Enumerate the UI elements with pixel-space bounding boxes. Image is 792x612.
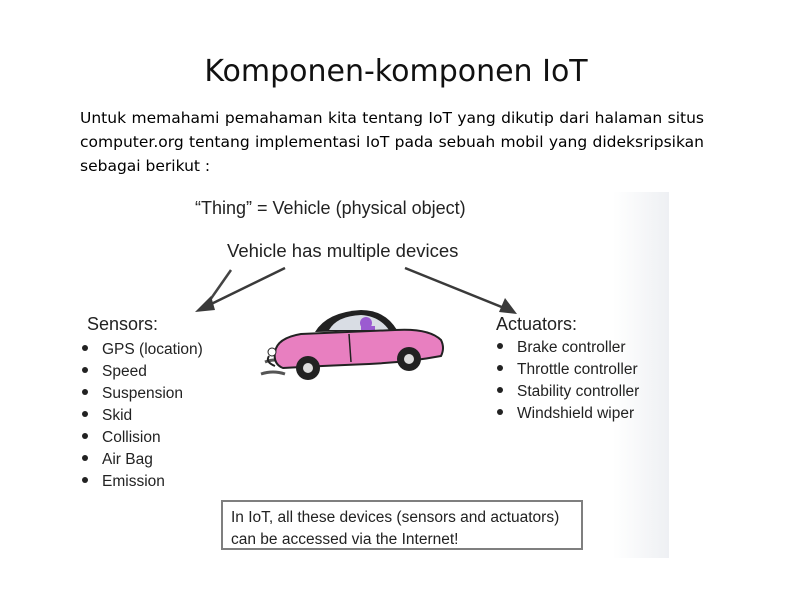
list-item xyxy=(82,405,203,427)
list-item xyxy=(82,339,203,361)
slide-title: Komponen-komponen IoT xyxy=(204,54,588,89)
bullet-icon xyxy=(82,345,88,351)
list-item-label: Skid xyxy=(102,407,133,424)
list-item xyxy=(82,427,203,449)
list-item-label: Suspension xyxy=(102,385,184,402)
bullet-icon xyxy=(497,343,503,349)
list-item xyxy=(82,361,203,383)
bullet-icon xyxy=(82,433,88,439)
internet-access-note: In IoT, all these devices (sensors and actuators) can be accessed via the Internet! xyxy=(221,500,583,550)
iot-vehicle-figure xyxy=(79,192,669,558)
arrow-right-shaft xyxy=(405,268,509,310)
list-item-label: Throttle controller xyxy=(517,361,638,378)
list-item-label: GPS (location) xyxy=(102,341,203,358)
bullet-icon xyxy=(82,477,88,483)
bullet-icon xyxy=(497,387,503,393)
list-item xyxy=(82,449,203,471)
sensor-list xyxy=(82,339,203,493)
vehicle-devices-heading: Vehicle has multiple devices xyxy=(227,240,459,261)
list-item-label: Collision xyxy=(102,429,161,446)
list-item-label: Windshield wiper xyxy=(517,405,635,422)
bullet-icon xyxy=(497,365,503,371)
bullet-icon xyxy=(497,409,503,415)
bullet-icon xyxy=(82,367,88,373)
bullet-icon xyxy=(82,389,88,395)
list-item xyxy=(497,381,639,403)
sensors-heading: Sensors: xyxy=(87,314,159,334)
list-item xyxy=(497,359,639,381)
arrow-right-head xyxy=(499,298,517,314)
actuator-list xyxy=(497,337,639,425)
bullet-icon xyxy=(82,411,88,417)
pink-car-icon xyxy=(261,310,443,380)
thing-definition: “Thing” = Vehicle (physical object) xyxy=(195,198,466,218)
list-item-label: Stability controller xyxy=(517,383,640,400)
list-item xyxy=(497,337,639,359)
arrow-left-shaft xyxy=(203,268,285,308)
actuators-heading: Actuators: xyxy=(496,314,578,334)
list-item xyxy=(497,403,639,425)
intro-paragraph: Untuk memahami pemahaman kita tentang IoT yang dikutip dari halaman situs computer.org tentang implementasi IoT pada sebuah mobil yang dideksripsikan sebagai berikut : xyxy=(80,109,704,175)
list-item-label: Air Bag xyxy=(102,451,153,468)
list-item-label: Brake controller xyxy=(517,339,626,356)
list-item-label: Emission xyxy=(102,473,165,490)
list-item-label: Speed xyxy=(102,363,147,380)
list-item xyxy=(82,383,203,405)
bullet-icon xyxy=(82,455,88,461)
list-item xyxy=(82,471,203,493)
